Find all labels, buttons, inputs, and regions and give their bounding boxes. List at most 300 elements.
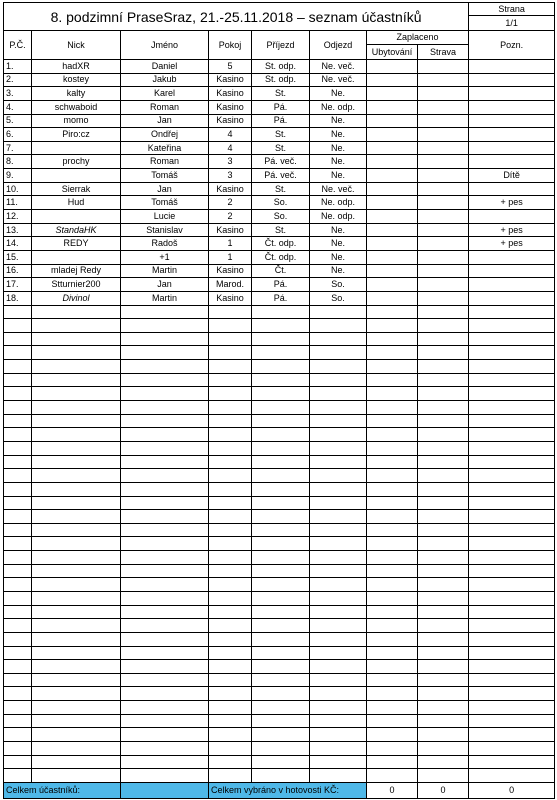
cell-pozn[interactable]	[469, 564, 555, 578]
cell-nick[interactable]	[32, 496, 121, 510]
cell-nick[interactable]	[32, 701, 121, 715]
cell-nick[interactable]	[32, 141, 121, 155]
cell-jmeno[interactable]	[121, 496, 209, 510]
cell-pc[interactable]	[4, 591, 32, 605]
cell-pozn[interactable]	[469, 100, 555, 114]
cell-odjezd[interactable]	[310, 305, 367, 319]
cell-pokoj[interactable]	[209, 332, 252, 346]
cell-odjezd[interactable]	[310, 401, 367, 415]
cell-strava[interactable]	[418, 250, 469, 264]
cell-odjezd[interactable]: Ne.	[310, 264, 367, 278]
cell-prijezd[interactable]: St.	[252, 223, 310, 237]
cell-odjezd[interactable]	[310, 605, 367, 619]
cell-jmeno[interactable]: Jakub	[121, 73, 209, 87]
cell-odjezd[interactable]	[310, 564, 367, 578]
cell-pokoj[interactable]	[209, 428, 252, 442]
cell-odjezd[interactable]	[310, 332, 367, 346]
cell-nick[interactable]	[32, 551, 121, 565]
cell-jmeno[interactable]	[121, 455, 209, 469]
cell-pozn[interactable]	[469, 660, 555, 674]
cell-odjezd[interactable]: Ne. več.	[310, 60, 367, 74]
cell-odjezd[interactable]	[310, 346, 367, 360]
cell-ubyt[interactable]	[367, 755, 418, 769]
cell-jmeno[interactable]	[121, 360, 209, 374]
cell-jmeno[interactable]: Ondřej	[121, 128, 209, 142]
cell-jmeno[interactable]: Karel	[121, 87, 209, 101]
cell-odjezd[interactable]	[310, 469, 367, 483]
cell-strava[interactable]	[418, 428, 469, 442]
cell-pozn[interactable]	[469, 755, 555, 769]
cell-prijezd[interactable]	[252, 701, 310, 715]
cell-ubyt[interactable]	[367, 742, 418, 756]
cell-strava[interactable]	[418, 196, 469, 210]
cell-pozn[interactable]	[469, 332, 555, 346]
cell-strava[interactable]	[418, 728, 469, 742]
cell-jmeno[interactable]	[121, 755, 209, 769]
cell-prijezd[interactable]	[252, 537, 310, 551]
cell-pozn[interactable]	[469, 182, 555, 196]
cell-pozn[interactable]	[469, 728, 555, 742]
cell-pokoj[interactable]: 5	[209, 60, 252, 74]
cell-nick[interactable]	[32, 537, 121, 551]
cell-nick[interactable]	[32, 360, 121, 374]
cell-odjezd[interactable]	[310, 523, 367, 537]
cell-pc[interactable]: 3.	[4, 87, 32, 101]
cell-pc[interactable]	[4, 455, 32, 469]
cell-odjezd[interactable]: Ne.	[310, 223, 367, 237]
cell-pozn[interactable]: + pes	[469, 223, 555, 237]
cell-jmeno[interactable]	[121, 441, 209, 455]
cell-pc[interactable]	[4, 305, 32, 319]
cell-nick[interactable]	[32, 510, 121, 524]
cell-pozn[interactable]	[469, 387, 555, 401]
cell-pozn[interactable]	[469, 578, 555, 592]
cell-strava[interactable]	[418, 237, 469, 251]
cell-nick[interactable]: Stturnier200	[32, 278, 121, 292]
cell-ubyt[interactable]	[367, 73, 418, 87]
cell-pc[interactable]	[4, 401, 32, 415]
cell-prijezd[interactable]	[252, 428, 310, 442]
cell-pokoj[interactable]	[209, 551, 252, 565]
cell-jmeno[interactable]	[121, 428, 209, 442]
cell-odjezd[interactable]	[310, 646, 367, 660]
cell-pokoj[interactable]	[209, 619, 252, 633]
cell-strava[interactable]	[418, 210, 469, 224]
cell-prijezd[interactable]: St.	[252, 182, 310, 196]
cell-pc[interactable]: 5.	[4, 114, 32, 128]
cell-ubyt[interactable]	[367, 87, 418, 101]
cell-strava[interactable]	[418, 278, 469, 292]
cell-nick[interactable]	[32, 673, 121, 687]
cell-pc[interactable]: 11.	[4, 196, 32, 210]
cell-jmeno[interactable]	[121, 673, 209, 687]
cell-strava[interactable]	[418, 591, 469, 605]
cell-odjezd[interactable]	[310, 701, 367, 715]
cell-ubyt[interactable]	[367, 169, 418, 183]
cell-strava[interactable]	[418, 414, 469, 428]
cell-pokoj[interactable]: Kasino	[209, 114, 252, 128]
cell-strava[interactable]	[418, 223, 469, 237]
cell-ubyt[interactable]	[367, 646, 418, 660]
cell-nick[interactable]	[32, 428, 121, 442]
cell-jmeno[interactable]: Radoš	[121, 237, 209, 251]
cell-jmeno[interactable]: Stanislav	[121, 223, 209, 237]
cell-pc[interactable]	[4, 360, 32, 374]
cell-prijezd[interactable]	[252, 742, 310, 756]
cell-odjezd[interactable]	[310, 660, 367, 674]
cell-strava[interactable]	[418, 401, 469, 415]
cell-strava[interactable]	[418, 128, 469, 142]
cell-ubyt[interactable]	[367, 100, 418, 114]
cell-pc[interactable]: 8.	[4, 155, 32, 169]
cell-jmeno[interactable]	[121, 619, 209, 633]
cell-pozn[interactable]	[469, 141, 555, 155]
cell-strava[interactable]	[418, 469, 469, 483]
cell-strava[interactable]	[418, 646, 469, 660]
cell-pozn[interactable]	[469, 278, 555, 292]
cell-pokoj[interactable]	[209, 482, 252, 496]
cell-strava[interactable]	[418, 100, 469, 114]
cell-pokoj[interactable]: Kasino	[209, 264, 252, 278]
cell-jmeno[interactable]: Tomáš	[121, 196, 209, 210]
cell-ubyt[interactable]	[367, 332, 418, 346]
cell-prijezd[interactable]	[252, 646, 310, 660]
cell-pozn[interactable]	[469, 687, 555, 701]
cell-jmeno[interactable]	[121, 523, 209, 537]
cell-odjezd[interactable]	[310, 319, 367, 333]
cell-ubyt[interactable]	[367, 714, 418, 728]
cell-nick[interactable]	[32, 591, 121, 605]
cell-pozn[interactable]: + pes	[469, 196, 555, 210]
cell-pokoj[interactable]: Kasino	[209, 100, 252, 114]
cell-strava[interactable]	[418, 673, 469, 687]
cell-pokoj[interactable]	[209, 537, 252, 551]
cell-ubyt[interactable]	[367, 305, 418, 319]
cell-odjezd[interactable]: Ne.	[310, 114, 367, 128]
cell-strava[interactable]	[418, 141, 469, 155]
cell-odjezd[interactable]	[310, 360, 367, 374]
cell-strava[interactable]	[418, 73, 469, 87]
cell-ubyt[interactable]	[367, 619, 418, 633]
cell-pozn[interactable]	[469, 60, 555, 74]
cell-nick[interactable]: kostey	[32, 73, 121, 87]
cell-pc[interactable]	[4, 605, 32, 619]
cell-ubyt[interactable]	[367, 537, 418, 551]
cell-nick[interactable]	[32, 523, 121, 537]
cell-prijezd[interactable]	[252, 564, 310, 578]
cell-ubyt[interactable]	[367, 264, 418, 278]
cell-jmeno[interactable]	[121, 537, 209, 551]
cell-pokoj[interactable]: 2	[209, 196, 252, 210]
cell-pokoj[interactable]: 3	[209, 169, 252, 183]
cell-pc[interactable]	[4, 482, 32, 496]
cell-jmeno[interactable]	[121, 742, 209, 756]
cell-prijezd[interactable]: Pá.	[252, 278, 310, 292]
cell-pokoj[interactable]: Kasino	[209, 182, 252, 196]
cell-pc[interactable]	[4, 387, 32, 401]
cell-odjezd[interactable]: Ne.	[310, 155, 367, 169]
cell-pc[interactable]: 17.	[4, 278, 32, 292]
cell-odjezd[interactable]	[310, 714, 367, 728]
cell-pokoj[interactable]: Kasino	[209, 73, 252, 87]
cell-nick[interactable]: Hud	[32, 196, 121, 210]
cell-ubyt[interactable]	[367, 551, 418, 565]
cell-odjezd[interactable]	[310, 578, 367, 592]
cell-pozn[interactable]	[469, 632, 555, 646]
cell-ubyt[interactable]	[367, 441, 418, 455]
cell-strava[interactable]	[418, 441, 469, 455]
cell-strava[interactable]	[418, 169, 469, 183]
cell-nick[interactable]: hadXR	[32, 60, 121, 74]
cell-strava[interactable]	[418, 346, 469, 360]
cell-strava[interactable]	[418, 605, 469, 619]
cell-nick[interactable]	[32, 687, 121, 701]
cell-strava[interactable]	[418, 742, 469, 756]
cell-pokoj[interactable]	[209, 455, 252, 469]
cell-jmeno[interactable]	[121, 769, 209, 783]
cell-pokoj[interactable]	[209, 701, 252, 715]
cell-pc[interactable]	[4, 346, 32, 360]
cell-pozn[interactable]	[469, 619, 555, 633]
cell-prijezd[interactable]	[252, 605, 310, 619]
cell-pokoj[interactable]	[209, 605, 252, 619]
cell-nick[interactable]	[32, 169, 121, 183]
cell-ubyt[interactable]	[367, 401, 418, 415]
cell-prijezd[interactable]	[252, 510, 310, 524]
cell-prijezd[interactable]: St.	[252, 87, 310, 101]
cell-pokoj[interactable]: 2	[209, 210, 252, 224]
cell-jmeno[interactable]	[121, 591, 209, 605]
cell-ubyt[interactable]	[367, 319, 418, 333]
cell-pokoj[interactable]: 4	[209, 128, 252, 142]
cell-nick[interactable]	[32, 605, 121, 619]
cell-ubyt[interactable]	[367, 60, 418, 74]
cell-pc[interactable]: 18.	[4, 291, 32, 305]
cell-ubyt[interactable]	[367, 701, 418, 715]
cell-pokoj[interactable]	[209, 564, 252, 578]
cell-prijezd[interactable]	[252, 632, 310, 646]
cell-pc[interactable]	[4, 742, 32, 756]
cell-nick[interactable]: Piro:cz	[32, 128, 121, 142]
cell-ubyt[interactable]	[367, 237, 418, 251]
cell-ubyt[interactable]	[367, 673, 418, 687]
cell-ubyt[interactable]	[367, 414, 418, 428]
cell-pc[interactable]	[4, 646, 32, 660]
cell-jmeno[interactable]: Roman	[121, 155, 209, 169]
cell-pokoj[interactable]: Marod.	[209, 278, 252, 292]
cell-pozn[interactable]	[469, 591, 555, 605]
cell-prijezd[interactable]	[252, 441, 310, 455]
cell-jmeno[interactable]	[121, 332, 209, 346]
cell-odjezd[interactable]: So.	[310, 291, 367, 305]
cell-odjezd[interactable]: Ne. odp.	[310, 100, 367, 114]
cell-prijezd[interactable]: Čt. odp.	[252, 237, 310, 251]
cell-pozn[interactable]	[469, 469, 555, 483]
cell-prijezd[interactable]	[252, 523, 310, 537]
cell-nick[interactable]	[32, 469, 121, 483]
cell-jmeno[interactable]	[121, 346, 209, 360]
cell-pc[interactable]: 7.	[4, 141, 32, 155]
cell-pokoj[interactable]	[209, 373, 252, 387]
cell-pc[interactable]	[4, 687, 32, 701]
cell-prijezd[interactable]	[252, 455, 310, 469]
cell-pozn[interactable]	[469, 701, 555, 715]
cell-ubyt[interactable]	[367, 196, 418, 210]
cell-jmeno[interactable]	[121, 551, 209, 565]
cell-odjezd[interactable]	[310, 414, 367, 428]
cell-pc[interactable]	[4, 373, 32, 387]
cell-pozn[interactable]	[469, 73, 555, 87]
cell-strava[interactable]	[418, 714, 469, 728]
cell-pc[interactable]: 15.	[4, 250, 32, 264]
cell-pc[interactable]	[4, 578, 32, 592]
cell-pc[interactable]	[4, 537, 32, 551]
cell-nick[interactable]	[32, 332, 121, 346]
cell-pokoj[interactable]	[209, 496, 252, 510]
cell-pokoj[interactable]	[209, 578, 252, 592]
cell-pokoj[interactable]	[209, 673, 252, 687]
cell-nick[interactable]	[32, 401, 121, 415]
cell-pozn[interactable]	[469, 401, 555, 415]
cell-odjezd[interactable]	[310, 510, 367, 524]
cell-pozn[interactable]	[469, 114, 555, 128]
cell-pozn[interactable]	[469, 155, 555, 169]
cell-ubyt[interactable]	[367, 291, 418, 305]
cell-jmeno[interactable]	[121, 605, 209, 619]
cell-odjezd[interactable]: Ne. več.	[310, 182, 367, 196]
cell-odjezd[interactable]	[310, 455, 367, 469]
cell-jmeno[interactable]	[121, 578, 209, 592]
cell-pokoj[interactable]: 1	[209, 237, 252, 251]
cell-pc[interactable]: 10.	[4, 182, 32, 196]
cell-odjezd[interactable]	[310, 496, 367, 510]
cell-ubyt[interactable]	[367, 182, 418, 196]
cell-jmeno[interactable]	[121, 564, 209, 578]
cell-pc[interactable]: 14.	[4, 237, 32, 251]
cell-pokoj[interactable]	[209, 441, 252, 455]
cell-pozn[interactable]: Dítě	[469, 169, 555, 183]
cell-nick[interactable]	[32, 755, 121, 769]
cell-prijezd[interactable]: St.	[252, 128, 310, 142]
cell-nick[interactable]	[32, 387, 121, 401]
cell-pozn[interactable]	[469, 523, 555, 537]
cell-prijezd[interactable]: St. odp.	[252, 73, 310, 87]
cell-strava[interactable]	[418, 114, 469, 128]
cell-odjezd[interactable]: Ne.	[310, 250, 367, 264]
cell-odjezd[interactable]	[310, 728, 367, 742]
cell-nick[interactable]	[32, 441, 121, 455]
cell-strava[interactable]	[418, 769, 469, 783]
cell-odjezd[interactable]	[310, 673, 367, 687]
cell-pozn[interactable]	[469, 714, 555, 728]
cell-nick[interactable]	[32, 619, 121, 633]
cell-strava[interactable]	[418, 87, 469, 101]
cell-jmeno[interactable]: Lucie	[121, 210, 209, 224]
cell-nick[interactable]	[32, 660, 121, 674]
cell-pozn[interactable]	[469, 673, 555, 687]
cell-pc[interactable]: 16.	[4, 264, 32, 278]
cell-jmeno[interactable]	[121, 469, 209, 483]
cell-pc[interactable]	[4, 469, 32, 483]
cell-jmeno[interactable]: Daniel	[121, 60, 209, 74]
cell-pc[interactable]	[4, 769, 32, 783]
cell-ubyt[interactable]	[367, 469, 418, 483]
cell-pc[interactable]	[4, 701, 32, 715]
cell-prijezd[interactable]	[252, 551, 310, 565]
cell-ubyt[interactable]	[367, 632, 418, 646]
cell-nick[interactable]	[32, 728, 121, 742]
cell-pokoj[interactable]	[209, 360, 252, 374]
cell-pozn[interactable]	[469, 455, 555, 469]
cell-pokoj[interactable]	[209, 755, 252, 769]
cell-pc[interactable]: 4.	[4, 100, 32, 114]
cell-odjezd[interactable]	[310, 687, 367, 701]
cell-prijezd[interactable]	[252, 401, 310, 415]
cell-pozn[interactable]	[469, 87, 555, 101]
cell-prijezd[interactable]: Pá.	[252, 291, 310, 305]
cell-strava[interactable]	[418, 523, 469, 537]
cell-pokoj[interactable]	[209, 414, 252, 428]
cell-ubyt[interactable]	[367, 141, 418, 155]
cell-odjezd[interactable]: Ne.	[310, 128, 367, 142]
cell-odjezd[interactable]: Ne.	[310, 169, 367, 183]
cell-pokoj[interactable]	[209, 523, 252, 537]
cell-ubyt[interactable]	[367, 591, 418, 605]
cell-ubyt[interactable]	[367, 114, 418, 128]
cell-strava[interactable]	[418, 564, 469, 578]
cell-nick[interactable]	[32, 455, 121, 469]
cell-jmeno[interactable]	[121, 660, 209, 674]
cell-strava[interactable]	[418, 496, 469, 510]
cell-odjezd[interactable]	[310, 619, 367, 633]
cell-odjezd[interactable]: Ne.	[310, 87, 367, 101]
cell-prijezd[interactable]	[252, 687, 310, 701]
cell-jmeno[interactable]	[121, 632, 209, 646]
cell-pozn[interactable]	[469, 264, 555, 278]
cell-pozn[interactable]	[469, 128, 555, 142]
cell-jmeno[interactable]	[121, 714, 209, 728]
cell-jmeno[interactable]: Tomáš	[121, 169, 209, 183]
cell-ubyt[interactable]	[367, 496, 418, 510]
cell-nick[interactable]: mladej Redy	[32, 264, 121, 278]
cell-jmeno[interactable]	[121, 414, 209, 428]
cell-pokoj[interactable]	[209, 346, 252, 360]
cell-ubyt[interactable]	[367, 346, 418, 360]
cell-pozn[interactable]: + pes	[469, 237, 555, 251]
cell-pozn[interactable]	[469, 537, 555, 551]
cell-prijezd[interactable]	[252, 578, 310, 592]
cell-nick[interactable]: StandaHK	[32, 223, 121, 237]
cell-pozn[interactable]	[469, 646, 555, 660]
cell-nick[interactable]	[32, 769, 121, 783]
cell-pc[interactable]	[4, 510, 32, 524]
cell-prijezd[interactable]	[252, 728, 310, 742]
cell-jmeno[interactable]: +1	[121, 250, 209, 264]
cell-pc[interactable]	[4, 728, 32, 742]
cell-strava[interactable]	[418, 510, 469, 524]
cell-ubyt[interactable]	[367, 455, 418, 469]
cell-pokoj[interactable]	[209, 632, 252, 646]
cell-ubyt[interactable]	[367, 278, 418, 292]
cell-pokoj[interactable]	[209, 646, 252, 660]
cell-jmeno[interactable]	[121, 387, 209, 401]
cell-prijezd[interactable]: Pá.	[252, 100, 310, 114]
cell-pozn[interactable]	[469, 319, 555, 333]
cell-strava[interactable]	[418, 291, 469, 305]
cell-ubyt[interactable]	[367, 360, 418, 374]
cell-strava[interactable]	[418, 264, 469, 278]
cell-odjezd[interactable]: So.	[310, 278, 367, 292]
